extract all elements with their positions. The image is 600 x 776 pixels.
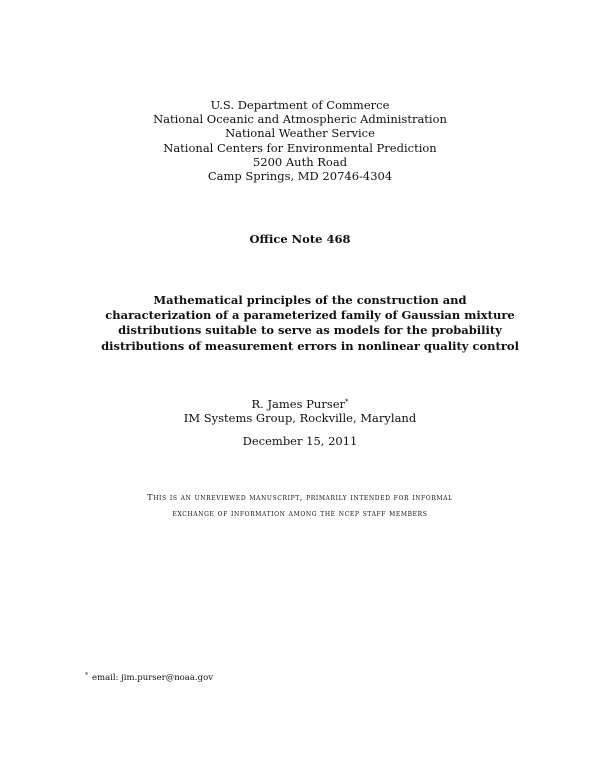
author-name: R. James Purser	[251, 397, 346, 411]
author-block	[0, 397, 600, 425]
office-note-number: Office Note 468	[249, 232, 351, 246]
document-date: December 15, 2011	[242, 434, 358, 448]
notice-line: exchange of information among the ncep staff members	[172, 509, 428, 518]
footnote-email: email: jim.purser@noaa.gov	[92, 673, 214, 683]
author-affiliation: IM Systems Group, Rockville, Maryland	[183, 411, 417, 426]
agency-line: National Centers for Environmental Prediction	[163, 140, 437, 155]
notice-line: This is an unreviewed manuscript, primarily intended for informal	[147, 493, 453, 502]
author-line	[0, 397, 600, 411]
document-title: Mathematical principles of the construction and characterization of a parameterized family of Gaussian mixture distributions suitable to serve as models for the probability distributions of measurement errors in nonlinear quality control	[101, 293, 519, 353]
agency-header	[0, 98, 600, 183]
manuscript-notice	[60, 490, 540, 522]
agency-line: National Weather Service	[225, 126, 375, 141]
agency-line: 5200 Auth Road	[252, 154, 348, 169]
footnote-marker: *	[345, 398, 349, 406]
footnote-marker: *	[85, 672, 88, 679]
footnote	[85, 673, 213, 683]
agency-line: National Oceanic and Atmospheric Administration	[153, 112, 447, 127]
agency-line: Camp Springs, MD 20746-4304	[207, 169, 393, 184]
agency-line: U.S. Department of Commerce	[210, 98, 390, 112]
